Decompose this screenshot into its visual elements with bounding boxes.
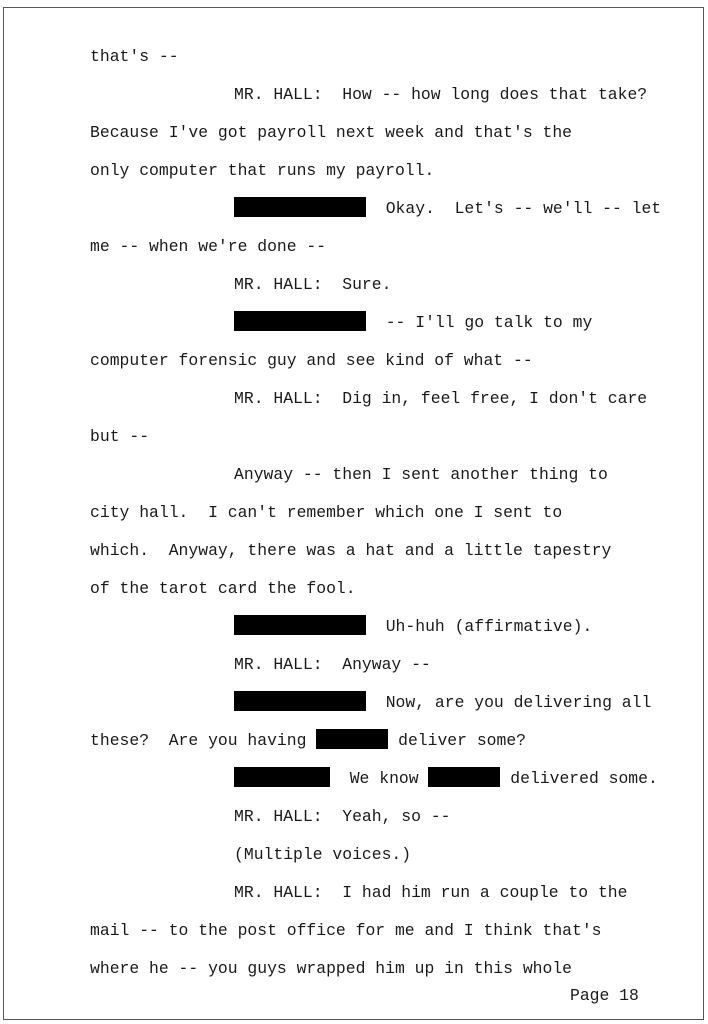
transcript-line: only computer that runs my payroll. — [90, 161, 435, 180]
transcript-line: MR. HALL: Yeah, so -- — [234, 807, 451, 826]
transcript-line: MR. HALL: I had him run a couple to the — [234, 883, 628, 902]
transcript-page — [3, 7, 704, 1020]
transcript-line: which. Anyway, there was a hat and a little tapestry — [90, 541, 612, 560]
transcript-line: Anyway -- then I sent another thing to — [234, 465, 608, 484]
transcript-line: MR. HALL: Sure. — [234, 275, 392, 294]
transcript-line: MR. HALL: Dig in, feel free, I don't care — [234, 389, 648, 408]
transcript-line: MR. HALL: Anyway -- — [234, 655, 431, 674]
transcript-line: me -- when we're done -- — [90, 237, 327, 256]
transcript-line: We know delivered some. — [175, 743, 658, 767]
transcript-line: these? Are you having deliver some? — [90, 731, 526, 750]
transcript-line: (Multiple voices.) — [234, 845, 412, 864]
transcript-line: Because I've got payroll next week and that's the — [90, 123, 572, 142]
transcript-line: computer forensic guy and see kind of what -- — [90, 351, 533, 370]
transcript-line: -- I'll go talk to my — [175, 287, 592, 311]
transcript-line: MR. HALL: How -- how long does that take? — [234, 85, 648, 104]
page-number: Page 18 — [570, 986, 639, 1005]
transcript-line: where he -- you guys wrapped him up in this whole — [90, 959, 572, 978]
transcript-line: but -- — [90, 427, 150, 446]
transcript-line: mail -- to the post office for me and I think that's — [90, 921, 602, 940]
transcript-line: Uh-huh (affirmative). — [175, 591, 592, 615]
transcript-line: Now, are you delivering all — [175, 667, 651, 691]
transcript-line: Okay. Let's -- we'll -- let — [175, 173, 661, 197]
transcript-line: city hall. I can't remember which one I sent to — [90, 503, 563, 522]
transcript-line: of the tarot card the fool. — [90, 579, 356, 598]
transcript-line: that's -- — [90, 47, 179, 66]
